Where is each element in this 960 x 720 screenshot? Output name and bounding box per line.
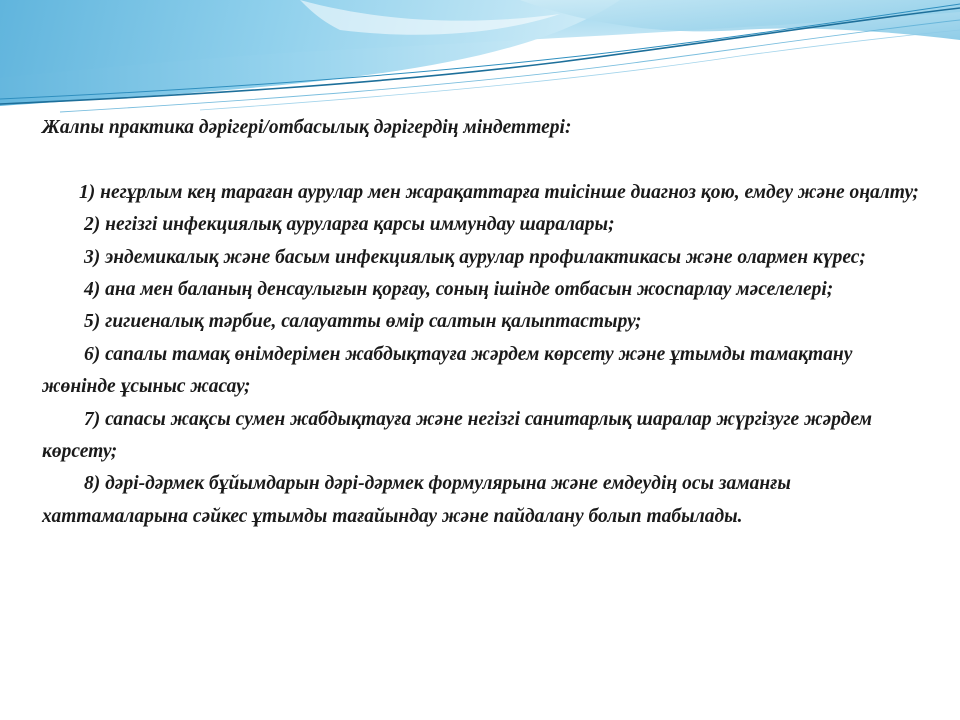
duty-item-2: 2) негізгі инфекциялық ауруларға қарсы иммундау шаралары;: [84, 214, 615, 236]
slide-content: [42, 112, 922, 533]
slide-heading: Жалпы практика дәрігері/отбасылық дәрігердің міндеттері:: [42, 117, 572, 138]
duty-item-4: 4) ана мен баланың денсаулығын қорғау, соның ішінде отбасын жоспарлау мәселелері;: [84, 279, 834, 301]
duty-item-6: 6) сапалы тамақ өнімдерімен жабдықтауға жәрдем көрсету және ұтымды тамақтану жөнінде ұсыныс жасау;: [42, 343, 853, 398]
duty-item-8: 8) дәрі-дәрмек бұйымдарын дәрі-дәрмек формулярына және емдеудің осы заманғы хаттамаларына сәйкес ұтымды тағайындау және пайдалану болып табылады.: [42, 473, 791, 527]
duty-item-7: 7) сапасы жақсы сумен жабдықтауға және негізгі санитарлық шаралар жүргізуге жәрдем көрсету;: [42, 408, 872, 463]
duty-item-3: 3) эндемикалық және басым инфекциялық аурулар профилактикасы және олармен күрес;: [84, 246, 866, 268]
duty-item-5: 5) гигиеналық тәрбие, салауатты өмір салтын қалыптастыру;: [84, 311, 642, 333]
duty-item-1: 1) негұрлым кең тараған аурулар мен жарақаттарға тиісінше диагноз қою, емдеу және оңалту;: [79, 181, 919, 203]
